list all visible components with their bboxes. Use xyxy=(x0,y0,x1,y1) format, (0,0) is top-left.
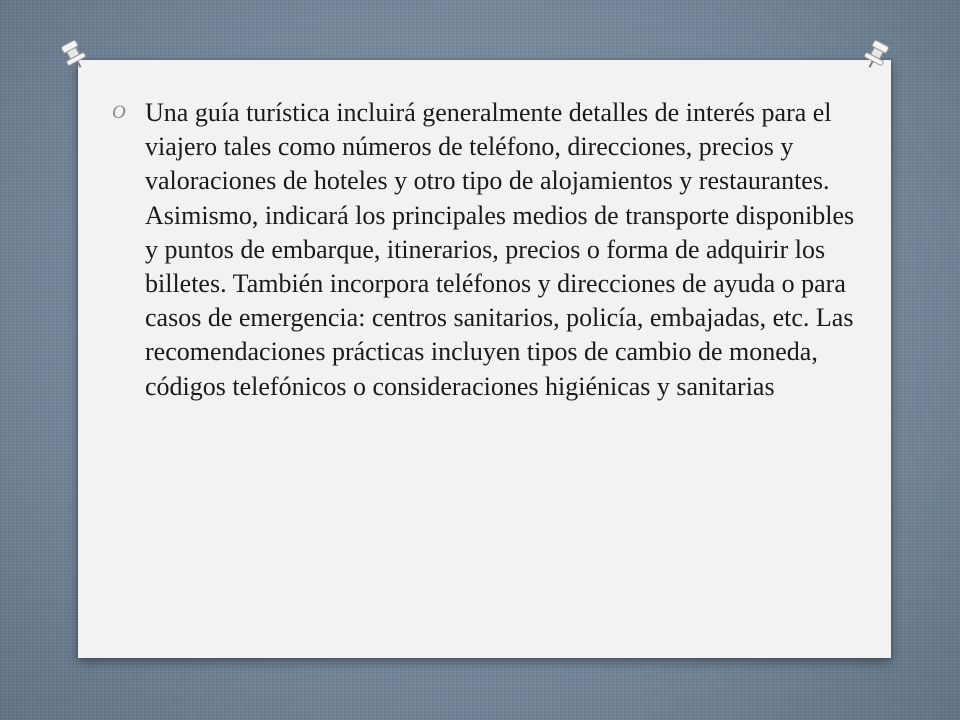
body-paragraph: Una guía turística incluirá generalmente detalles de interés para el viajero tales como números de teléfono, direcciones, precios y valoraciones de hoteles y otro tipo de alojamientos y restaurantes. Asimismo, indicará los principales medios de transporte disponibles y puntos de embarque, itinerarios, precios o forma de adquirir los billetes. También incorpora teléfonos y direcciones de ayuda o para casos de emergencia: centros sanitarios, policía, embajadas, etc. Las recomendaciones prácticas incluyen tipos de cambio de moneda, códigos telefónicos o consideraciones higiénicas y sanitarias xyxy=(145,98,855,401)
bullet-item xyxy=(112,96,860,404)
bullet-marker: O xyxy=(112,102,126,123)
